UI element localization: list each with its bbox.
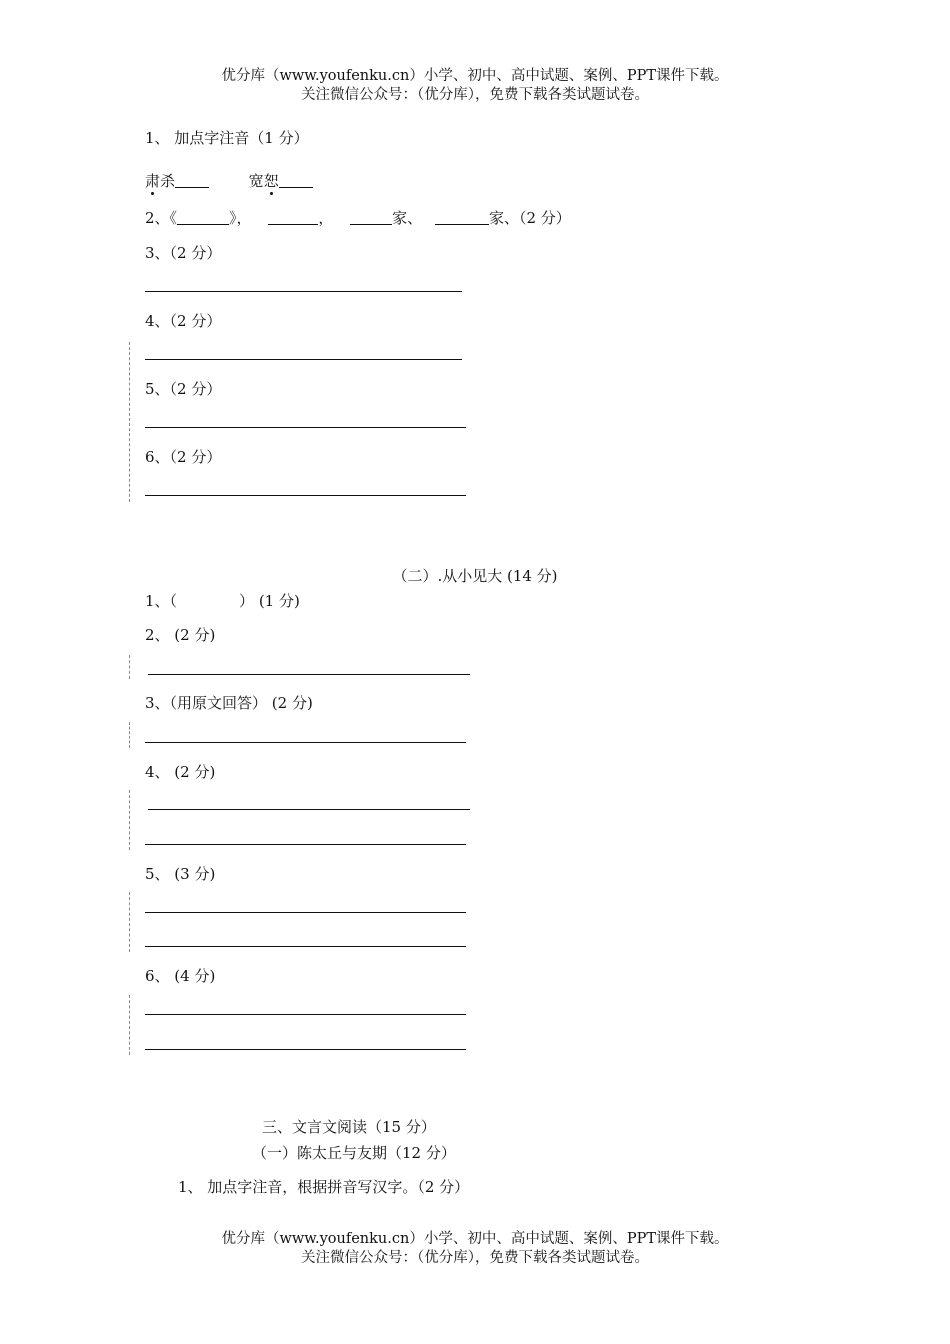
char-kuan: 宽 <box>248 172 264 190</box>
header-line-2: 关注微信公众号：（优分库），免费下载各类试题试卷。 <box>301 87 649 103</box>
answer-blank[interactable] <box>350 209 392 225</box>
answer-blank[interactable] <box>268 209 318 225</box>
header-line-1: 优分库（www.youfenku.cn）小学、初中、高中试题、案例、PPT课件下载。 <box>221 68 729 84</box>
footer-line-1: 优分库（www.youfenku.cn）小学、初中、高中试题、案例、PPT课件下载。 <box>221 1231 729 1247</box>
p1-question-4: 4、（2 分） <box>145 312 222 330</box>
q2-jia-2: 家、（2 分） <box>488 209 571 227</box>
p1-question-2 <box>145 207 571 228</box>
p1-question-5: 5、（2 分） <box>145 380 222 398</box>
p2-question-4: 4、 (2 分) <box>145 763 216 781</box>
answer-line[interactable] <box>145 427 466 428</box>
answer-blank[interactable] <box>435 209 489 225</box>
answer-blank[interactable] <box>279 172 313 188</box>
q2-jia-1: 家、 <box>392 209 423 227</box>
char-sha: 杀 <box>160 172 176 190</box>
q2-separator: ， <box>318 209 334 227</box>
p2-question-3: 3、（用原文回答） (2 分) <box>145 694 313 712</box>
p1-question-1-label: 1、 加点字注音（1 分） <box>145 129 309 147</box>
book-title-blank[interactable] <box>177 209 229 225</box>
p2-question-5: 5、 (3 分) <box>145 865 216 883</box>
footer-line-2: 关注微信公众号：（优分库），免费下载各类试题试卷。 <box>301 1250 649 1266</box>
margin-guide <box>129 995 130 1055</box>
emphasis-char-shu: 恕 <box>263 172 279 190</box>
margin-guide <box>129 342 130 502</box>
p2-question-6: 6、 (4 分) <box>145 967 216 985</box>
margin-guide <box>129 790 130 850</box>
part3-title: 三、文言文阅读（15 分） <box>262 1118 436 1136</box>
answer-line[interactable] <box>148 674 470 675</box>
answer-line[interactable] <box>145 495 466 496</box>
margin-guide <box>129 655 130 679</box>
answer-line[interactable] <box>145 291 462 292</box>
answer-line[interactable] <box>145 359 462 360</box>
answer-blank[interactable] <box>175 172 209 188</box>
answer-line[interactable] <box>145 1014 466 1015</box>
p2-q1-open: 1、（ <box>145 592 178 610</box>
margin-guide <box>129 892 130 952</box>
answer-line[interactable] <box>148 809 470 810</box>
p2-q1-close: ） (1 分) <box>239 592 300 610</box>
q2-book-close: 》， <box>229 209 252 227</box>
part2-title: （二）.从小见大 (14 分) <box>392 567 558 585</box>
answer-line[interactable] <box>145 1049 466 1050</box>
p1-question-6: 6、（2 分） <box>145 448 222 466</box>
answer-line[interactable] <box>145 742 466 743</box>
answer-line[interactable] <box>145 844 466 845</box>
p3-question-1: 1、 加点字注音，根据拼音写汉字。（2 分） <box>178 1178 470 1196</box>
answer-line[interactable] <box>145 912 466 913</box>
p2-question-1 <box>145 590 300 611</box>
answer-line[interactable] <box>145 946 466 947</box>
p1-question-1-words <box>145 170 313 191</box>
q2-prefix: 2、《 <box>145 209 178 227</box>
p1-question-3: 3、（2 分） <box>145 244 222 262</box>
emphasis-char-su: 肃 <box>145 172 161 190</box>
part3-subtitle: （一）陈太丘与友期（12 分） <box>252 1144 456 1162</box>
p2-question-2: 2、 (2 分) <box>145 626 216 644</box>
margin-guide <box>129 722 130 748</box>
